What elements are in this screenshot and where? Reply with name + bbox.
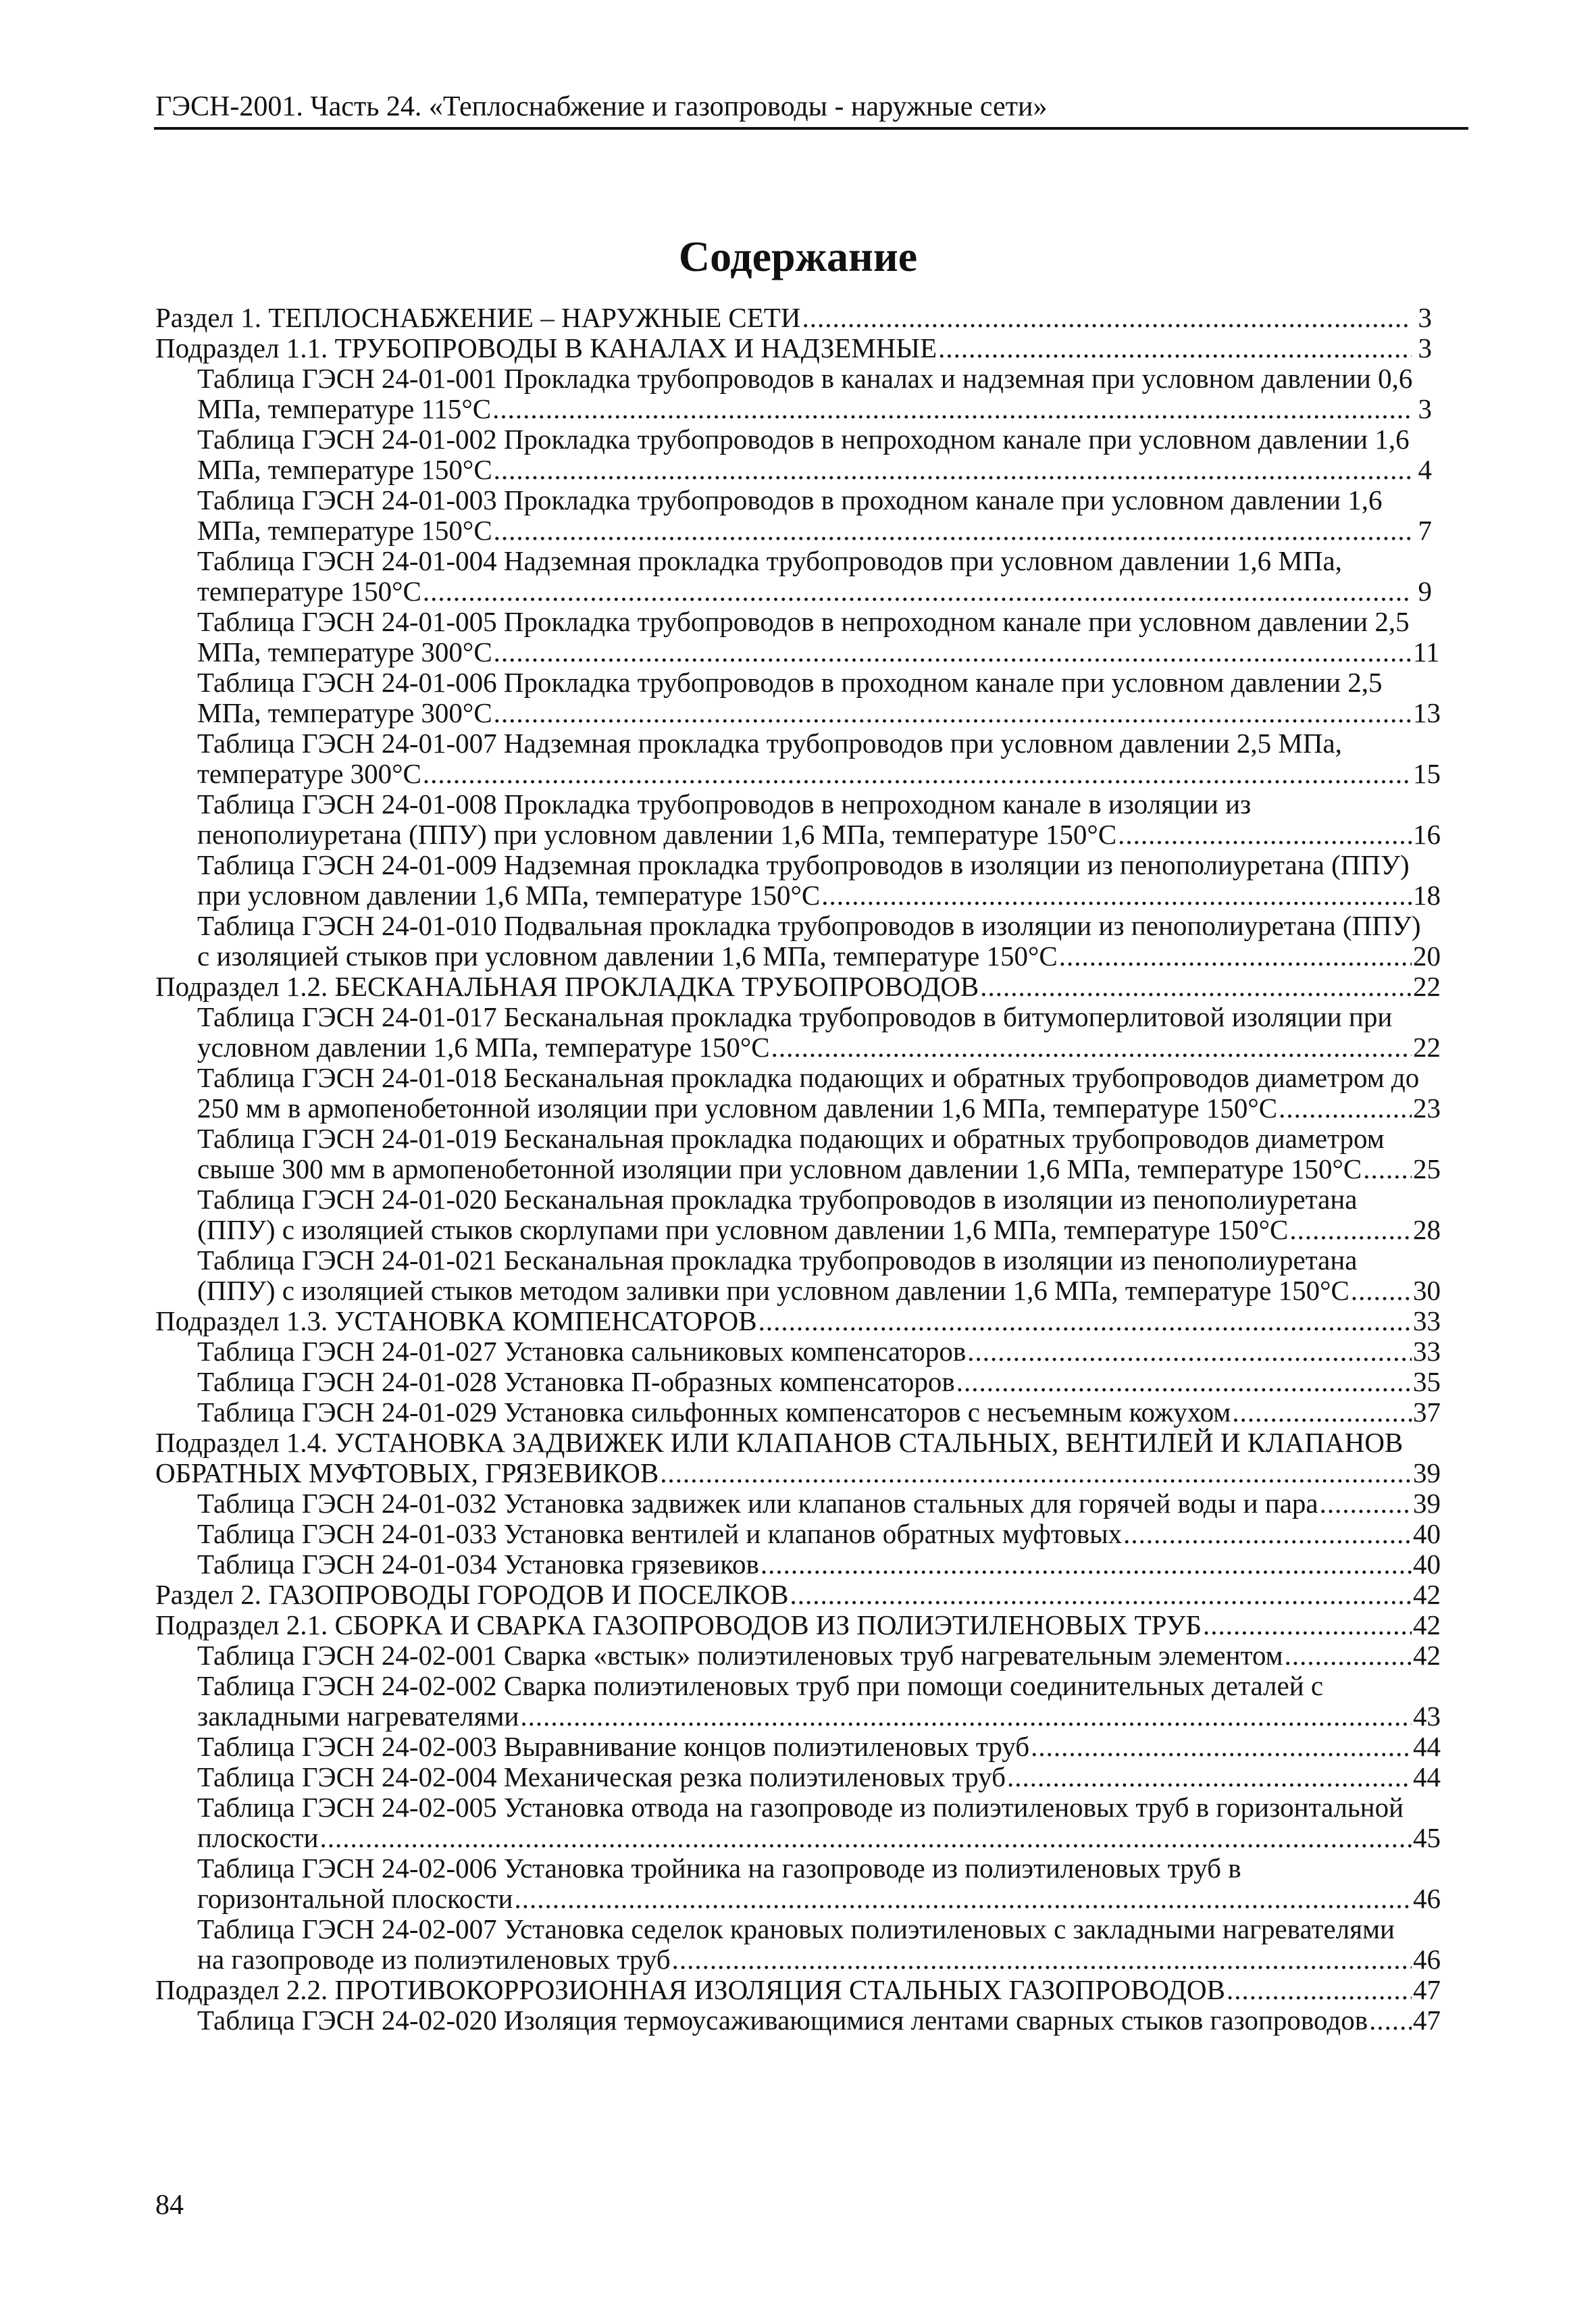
toc-entry-text: Подраздел 2.1. СБОРКА И СВАРКА ГАЗОПРОВОДОВ ИЗ ПОЛИЭТИЛЕНОВЫХ ТРУБ [155, 1609, 1202, 1640]
toc-entry-text: с изоляцией стыков при условном давлении 1,6 МПа, температуре 150°C [197, 940, 1058, 972]
toc-entry-text: температуре 300°C [197, 758, 421, 789]
toc-entry-page: 4 [1418, 454, 1432, 485]
page-title: Содержание [678, 232, 918, 280]
toc-entry-first-line: Таблица ГЭСН 24-01-010 Подвальная прокладка трубопроводов в изоляции из пенополиуретана (ППУ) [197, 910, 1421, 941]
dot-leader [956, 1367, 1412, 1397]
toc-entry-page: 39 [1413, 1457, 1441, 1488]
toc-subsection[interactable] [155, 1974, 1441, 2005]
toc-entry-text: МПа, температуре 150°C [197, 454, 492, 485]
toc-subsection[interactable] [155, 1427, 1441, 1488]
toc-entry-page: 22 [1413, 1032, 1441, 1063]
toc-entry-first-line: Таблица ГЭСН 24-01-005 Прокладка трубопроводов в непроходном канале при условном давлении 2,5 [197, 606, 1410, 637]
toc-table-entry[interactable] [155, 1761, 1441, 1792]
toc-entry-page: 33 [1413, 1336, 1441, 1367]
toc-entry-page: 25 [1413, 1153, 1441, 1184]
toc-entry-page: 13 [1413, 697, 1441, 728]
toc-entry-page: 16 [1413, 819, 1441, 850]
toc-entry-text: МПа, температуре 300°C [197, 697, 492, 728]
toc-entry-text: (ППУ) с изоляцией стыков скорлупами при условном давлении 1,6 МПа, температуре 150°C [197, 1214, 1289, 1245]
toc-entry-text: плоскости [197, 1822, 319, 1853]
toc-table-entry[interactable] [155, 363, 1432, 424]
dot-leader [1369, 2005, 1412, 2036]
toc-entry-text: 250 мм в армопенобетонной изоляции при условном давлении 1,6 МПа, температуре 150°C [197, 1092, 1278, 1124]
toc-entry-page: 20 [1413, 940, 1441, 972]
toc-entry-text: Таблица ГЭСН 24-01-029 Установка сильфонных компенсаторов с несъемным кожухом [197, 1397, 1231, 1428]
dot-leader [320, 1823, 1412, 1853]
toc-table-entry[interactable] [155, 2005, 1441, 2036]
toc-entry-page: 42 [1413, 1579, 1441, 1610]
toc-entry-text: Таблица ГЭСН 24-01-034 Установка грязевиков [197, 1549, 759, 1580]
toc-entry-text: Таблица ГЭСН 24-01-033 Установка вентилей и клапанов обратных муфтовых [197, 1518, 1123, 1549]
toc-entry-first-line: Таблица ГЭСН 24-02-006 Установка тройника на газопроводе из полиэтиленовых труб в [197, 1853, 1241, 1884]
toc-entry-text: свыше 300 мм в армопенобетонной изоляции при условном давлении 1,6 МПа, температуре 150°C [197, 1153, 1362, 1184]
dot-leader [802, 303, 1412, 333]
toc-table-entry[interactable] [155, 728, 1441, 789]
toc-entry-first-line: Таблица ГЭСН 24-01-004 Надземная прокладка трубопроводов при условном давлении 1,6 МПа, [197, 545, 1342, 576]
dot-leader [494, 698, 1412, 728]
toc-entry-text: условном давлении 1,6 МПа, температуре 150°C [197, 1032, 770, 1063]
toc-table-entry[interactable] [155, 1397, 1441, 1428]
dot-leader [1031, 1732, 1412, 1762]
toc-entry-page: 15 [1413, 758, 1441, 789]
toc-entry-page: 47 [1413, 2005, 1441, 2036]
toc-section[interactable] [155, 303, 1432, 333]
toc-table-entry[interactable] [155, 424, 1432, 485]
toc-entry-text: Таблица ГЭСН 24-01-027 Установка сальниковых компенсаторов [197, 1336, 967, 1367]
toc-table-entry[interactable] [155, 485, 1432, 546]
toc-entry-first-line: Таблица ГЭСН 24-01-019 Бесканальная прокладка подающих и обратных трубопроводов диаметром [197, 1123, 1385, 1154]
toc-entry-text: Подраздел 1.3. УСТАНОВКА КОМПЕНСАТОРОВ [155, 1305, 757, 1336]
toc-entry-first-line: Таблица ГЭСН 24-01-003 Прокладка трубопроводов в проходном канале при условном давлении 1,6 [197, 484, 1383, 515]
toc-entry-first-line: Таблица ГЭСН 24-01-006 Прокладка трубопроводов в проходном канале при условном давлении 2,5 [197, 667, 1383, 698]
toc-table-entry[interactable] [155, 1731, 1441, 1762]
dot-leader [980, 972, 1412, 1002]
dot-leader [494, 515, 1412, 546]
toc-entry-page: 44 [1413, 1731, 1441, 1762]
toc-entry-text: Раздел 1. ТЕПЛОСНАБЖЕНИЕ – НАРУЖНЫЕ СЕТИ [155, 302, 801, 333]
toc-entry-page: 30 [1413, 1275, 1441, 1306]
dot-leader [967, 1336, 1412, 1367]
dot-leader [1351, 1276, 1412, 1306]
toc-entry-page: 40 [1413, 1549, 1441, 1580]
toc-entry-page: 35 [1413, 1366, 1441, 1397]
toc-table-entry[interactable] [155, 546, 1432, 607]
toc-entry-text: Подраздел 1.2. БЕСКАНАЛЬНАЯ ПРОКЛАДКА ТРУБОПРОВОДОВ [155, 971, 979, 1002]
toc-entry-page: 3 [1418, 393, 1432, 424]
toc-table-entry[interactable] [155, 1488, 1441, 1519]
toc-entry-first-line: Таблица ГЭСН 24-01-002 Прокладка трубопроводов в непроходном канале при условном давлении 1,6 [197, 424, 1410, 455]
toc-table-entry[interactable] [155, 788, 1441, 850]
toc-subsection[interactable] [155, 1305, 1441, 1336]
toc-table-entry[interactable] [155, 1123, 1441, 1184]
page-number: 84 [155, 2190, 184, 2221]
toc-entry-text: (ППУ) с изоляцией стыков методом заливки при условном давлении 1,6 МПа, температуре 150°C [197, 1275, 1349, 1306]
toc-table-entry[interactable] [155, 1913, 1441, 1975]
toc-entry-first-line: Таблица ГЭСН 24-01-007 Надземная прокладка трубопроводов при условном давлении 2,5 МПа, [197, 728, 1342, 759]
toc-section[interactable] [155, 1579, 1441, 1610]
toc-entry-text: Таблица ГЭСН 24-01-032 Установка задвижек или клапанов стальных для горячей воды и пара [197, 1488, 1318, 1519]
toc-subsection[interactable] [155, 971, 1441, 1002]
toc-entry-page: 42 [1413, 1609, 1441, 1640]
dot-leader [938, 333, 1412, 363]
toc-entry-first-line: Таблица ГЭСН 24-01-001 Прокладка трубопроводов в каналах и надземная при условном давлении 0,6 [197, 363, 1413, 394]
dot-leader [1232, 1397, 1412, 1428]
toc-entry-text: Таблица ГЭСН 24-02-001 Сварка «встык» полиэтиленовых труб нагревательным элементом [197, 1640, 1283, 1671]
toc-table-entry[interactable] [155, 1244, 1441, 1306]
toc-entry-text: на газопроводе из полиэтиленовых труб [197, 1944, 671, 1975]
dot-leader [1203, 1610, 1412, 1640]
dot-leader [821, 880, 1412, 911]
toc-entry-first-line: Таблица ГЭСН 24-01-008 Прокладка трубопроводов в непроходном канале в изоляции из [197, 788, 1252, 820]
toc-entry-page: 40 [1413, 1518, 1441, 1549]
toc-entry-page: 33 [1413, 1305, 1441, 1336]
toc-entry-first-line: Таблица ГЭСН 24-01-017 Бесканальная прокладка трубопроводов в битумоперлитовой изоляции при [197, 1001, 1393, 1032]
toc-table-entry[interactable] [155, 1792, 1441, 1853]
toc-table-entry[interactable] [155, 1336, 1441, 1367]
toc-entry-text: Подраздел 2.2. ПРОТИВОКОРРОЗИОННАЯ ИЗОЛЯЦИЯ СТАЛЬНЫХ ГАЗОПРОВОДОВ [155, 1974, 1225, 2005]
toc-table-entry[interactable] [155, 1549, 1441, 1580]
dot-leader [771, 1032, 1412, 1063]
dot-leader [790, 1580, 1412, 1610]
dot-leader [1279, 1093, 1412, 1124]
toc-entry-first-line: Таблица ГЭСН 24-01-009 Надземная прокладка трубопроводов в изоляции из пенополиуретана (ППУ) [197, 849, 1410, 880]
dot-leader [1007, 1762, 1412, 1792]
dot-leader [494, 637, 1412, 668]
dot-leader [520, 1701, 1412, 1732]
toc-table-entry[interactable] [155, 1670, 1441, 1732]
toc-entry-text: МПа, температуре 150°C [197, 515, 492, 546]
running-header: ГЭСН-2001. Часть 24. «Теплоснабжение и газопроводы - наружные сети» [155, 91, 1048, 122]
toc-entry-text: горизонтальной плоскости [197, 1883, 513, 1914]
toc-entry-text: МПа, температуре 115°C [197, 393, 492, 424]
dot-leader [1118, 820, 1412, 850]
toc-table-entry[interactable] [155, 1062, 1441, 1124]
toc-table-entry[interactable] [155, 849, 1441, 911]
toc-entry-page: 45 [1413, 1822, 1441, 1853]
dot-leader [1123, 1519, 1412, 1549]
toc-entry-text: Подраздел 1.1. ТРУБОПРОВОДЫ В КАНАЛАХ И НАДЗЕМНЫЕ [155, 332, 937, 363]
toc-table-entry[interactable] [155, 1184, 1441, 1245]
toc-entry-text: закладными нагревателями [197, 1701, 519, 1732]
toc-entry-page: 42 [1413, 1640, 1441, 1671]
dot-leader [1320, 1488, 1412, 1519]
toc-subsection[interactable] [155, 333, 1432, 363]
dot-leader [758, 1306, 1412, 1336]
dot-leader [1363, 1154, 1412, 1184]
toc-table-entry[interactable] [155, 1853, 1441, 1914]
toc-entry-page: 37 [1413, 1397, 1441, 1428]
dot-leader [660, 1458, 1412, 1488]
toc-table-entry[interactable] [155, 1366, 1441, 1397]
toc-entry-text: Таблица ГЭСН 24-01-028 Установка П-образных компенсаторов [197, 1366, 955, 1397]
toc-table-entry[interactable] [155, 910, 1441, 972]
dot-leader [514, 1884, 1412, 1914]
toc-entry-text: пенополиуретана (ППУ) при условном давлении 1,6 МПа, температуре 150°C [197, 819, 1117, 850]
dot-leader [1285, 1640, 1412, 1671]
table-of-contents [155, 302, 1441, 2036]
toc-entry-page: 23 [1413, 1092, 1441, 1124]
dot-leader [761, 1549, 1412, 1580]
toc-entry-first-line: Таблица ГЭСН 24-02-002 Сварка полиэтиленовых труб при помощи соединительных деталей с [197, 1670, 1324, 1701]
toc-table-entry[interactable] [155, 667, 1441, 728]
toc-entry-page: 18 [1413, 880, 1441, 911]
toc-entry-text: Таблица ГЭСН 24-02-004 Механическая резка полиэтиленовых труб [197, 1761, 1006, 1792]
toc-entry-first-line: Таблица ГЭСН 24-01-020 Бесканальная прокладка трубопроводов в изоляции из пенополиуретана [197, 1184, 1358, 1215]
toc-subsection[interactable] [155, 1609, 1441, 1640]
toc-entry-text: Таблица ГЭСН 24-02-003 Выравнивание концов полиэтиленовых труб [197, 1731, 1030, 1762]
toc-entry-page: 44 [1413, 1761, 1441, 1792]
toc-entry-page: 3 [1418, 302, 1432, 333]
toc-table-entry[interactable] [155, 606, 1440, 668]
toc-entry-page: 11 [1413, 636, 1440, 668]
toc-entry-text: температуре 150°C [197, 576, 421, 607]
toc-entry-page: 3 [1418, 332, 1432, 363]
toc-table-entry[interactable] [155, 1001, 1441, 1063]
dot-leader [492, 394, 1412, 424]
header-rule [154, 127, 1468, 130]
dot-leader [1059, 941, 1412, 972]
toc-table-entry[interactable] [155, 1640, 1441, 1671]
dot-leader [1289, 1215, 1412, 1245]
toc-entry-text: Таблица ГЭСН 24-02-020 Изоляция термоусаживающимися лентами сварных стыков газопроводов [197, 2005, 1368, 2036]
toc-entry-text: Раздел 2. ГАЗОПРОВОДЫ ГОРОДОВ И ПОСЕЛКОВ [155, 1579, 789, 1610]
toc-entry-page: 43 [1413, 1701, 1441, 1732]
dot-leader [672, 1944, 1412, 1975]
dot-leader [423, 759, 1412, 789]
toc-entry-first-line: Подраздел 1.4. УСТАНОВКА ЗАДВИЖЕК ИЛИ КЛАПАНОВ СТАЛЬНЫХ, ВЕНТИЛЕЙ И КЛАПАНОВ [155, 1427, 1404, 1458]
dot-leader [423, 576, 1412, 607]
toc-entry-first-line: Таблица ГЭСН 24-02-005 Установка отвода на газопроводе из полиэтиленовых труб в горизонтальной [197, 1792, 1404, 1823]
toc-entry-page: 46 [1413, 1944, 1441, 1975]
toc-entry-text: ОБРАТНЫХ МУФТОВЫХ, ГРЯЗЕВИКОВ [155, 1457, 659, 1488]
toc-entry-page: 7 [1418, 515, 1432, 546]
toc-entry-page: 46 [1413, 1883, 1441, 1914]
toc-table-entry[interactable] [155, 1518, 1441, 1549]
toc-entry-first-line: Таблица ГЭСН 24-01-018 Бесканальная прокладка подающих и обратных трубопроводов диаметром до [197, 1062, 1420, 1093]
toc-entry-text: МПа, температуре 300°C [197, 636, 492, 668]
toc-entry-text: при условном давлении 1,6 МПа, температуре 150°C [197, 880, 821, 911]
toc-entry-page: 39 [1413, 1488, 1441, 1519]
toc-entry-page: 47 [1413, 1974, 1441, 2005]
toc-entry-first-line: Таблица ГЭСН 24-01-021 Бесканальная прокладка трубопроводов в изоляции из пенополиуретана [197, 1244, 1358, 1276]
dot-leader [1227, 1975, 1412, 2005]
dot-leader [494, 455, 1412, 485]
toc-entry-page: 9 [1418, 576, 1432, 607]
toc-entry-page: 22 [1413, 971, 1441, 1002]
toc-entry-first-line: Таблица ГЭСН 24-02-007 Установка седелок крановых полиэтиленовых с закладными нагревателями [197, 1913, 1395, 1944]
toc-entry-page: 28 [1413, 1214, 1441, 1245]
